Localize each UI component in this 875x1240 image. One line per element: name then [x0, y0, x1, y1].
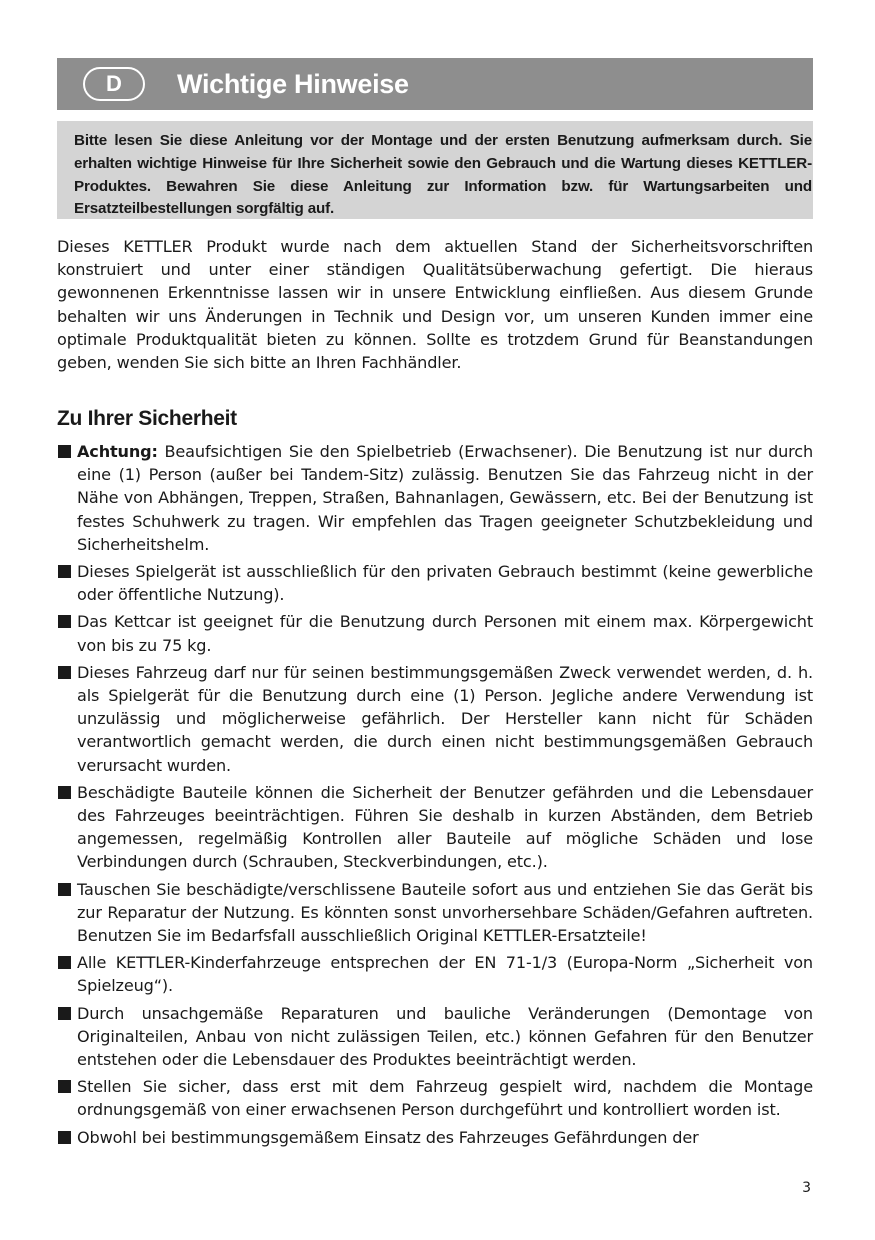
list-item-text: Dieses Fahrzeug darf nur für seinen bestimmungsgemäßen Zweck verwendet werden, d. h. als Spielgerät für die Benutzung durch eine (1) Person. Jegliche andere Verwendung ist unzulässig und möglicherweise gefährlich. Der Hersteller kann nicht für Schäden verantwortlich gemacht werden, die durch einen nicht bestimmungsgemäßen Gebrauch verursacht wurden.: [77, 662, 813, 775]
page-number: 3: [802, 1180, 811, 1196]
list-item: [57, 1126, 813, 1149]
intro-notice-box: [57, 121, 813, 219]
list-item: [57, 661, 813, 777]
list-item: [57, 1002, 813, 1072]
body-paragraph: Dieses KETTLER Produkt wurde nach dem aktuellen Stand der Sicherheitsvorschriften konstruiert und unter einer ständigen Qualitätsüberwachung gefertigt. Die hieraus gewonnenen Erkenntnisse lassen wir in unsere Entwicklung einfließen. Aus diesem Grunde behalten wir uns Änderungen in Technik und Design vor, um unseren Kunden immer eine optimale Produktqualität bieten zu können. Sollte es trotzdem Grund für Beanstandungen geben, wenden Sie sich bitte an Ihren Fachhändler.: [57, 237, 813, 373]
safety-section-title: Zu Ihrer Sicherheit: [57, 407, 237, 430]
list-item: [57, 951, 813, 997]
section-header: [57, 58, 813, 110]
list-item-text: Obwohl bei bestimmungsgemäßem Einsatz des Fahrzeuges Gefährdungen der: [77, 1127, 699, 1147]
square-bullet-icon: [58, 666, 71, 679]
list-item: [57, 1075, 813, 1121]
intro-notice-text: Bitte lesen Sie diese Anleitung vor der Montage und der ersten Benutzung aufmerksam durch. Sie erhalten wichtige Hinweise für Ihre Sicherheit sowie den Gebrauch und die Wartung dieses KETTLER-Produktes. Bewahren Sie diese Anleitung zur Information bzw. für Wartungsarbeiten und Ersatzteilbestellungen sorgfältig auf.: [74, 132, 812, 218]
square-bullet-icon: [58, 786, 71, 799]
list-item-text: Beaufsichtigen Sie den Spielbetrieb (Erwachsener). Die Benutzung ist nur durch eine (1) Person (außer bei Tandem-Sitz) zulässig. Benutzen Sie das Fahrzeug nicht in der Nähe von Abhängen, Treppen, Straßen, Bahnanlagen, Gewässern, etc. Bei der Benutzung ist festes Schuhwerk zu tragen. Wir empfehlen das Tragen geeigneter Schutzbekleidung und Sicherheitshelm.: [77, 442, 813, 554]
square-bullet-icon: [58, 1131, 71, 1144]
square-bullet-icon: [58, 1007, 71, 1020]
list-item: [57, 781, 813, 874]
warning-label: Achtung:: [77, 442, 158, 461]
safety-notes-list: [57, 440, 813, 1153]
list-item-text: Durch unsachgemäße Reparaturen und bauliche Veränderungen (Demontage von Originalteilen, Anbau von nicht zulässigen Teilen, etc.) können Gefahren für den Benutzer entstehen oder die Lebensdauer des Produktes beeinträchtigt werden.: [77, 1003, 813, 1070]
square-bullet-icon: [58, 445, 71, 458]
list-item: [57, 610, 813, 656]
square-bullet-icon: [58, 1080, 71, 1093]
list-item-text: Das Kettcar ist geeignet für die Benutzung durch Personen mit einem max. Körpergewicht von bis zu 75 kg.: [77, 612, 813, 655]
list-item-text: Dieses Spielgerät ist ausschließlich für den privaten Gebrauch bestimmt (keine gewerbliche oder öffentliche Nutzung).: [77, 562, 813, 605]
square-bullet-icon: [58, 615, 71, 628]
list-item: [57, 560, 813, 606]
page-title: Wichtige Hinweise: [177, 69, 409, 99]
square-bullet-icon: [58, 883, 71, 896]
square-bullet-icon: [58, 565, 71, 578]
list-item-text: Alle KETTLER-Kinderfahrzeuge entsprechen der EN 71-1/3 (Europa-Norm „Sicherheit von Spielzeug“).: [77, 953, 813, 996]
list-item-text: Beschädigte Bauteile können die Sicherheit der Benutzer gefährden und die Lebensdauer des Fahrzeuges beeinträchtigen. Führen Sie deshalb in kurzen Abständen, dem Betrieb angemessen, regelmäßig Kontrollen aller Bauteile auf mögliche Schäden und lose Verbindungen durch (Schrauben, Steckverbindungen, etc.).: [77, 782, 813, 872]
list-item-text: Stellen Sie sicher, dass erst mit dem Fahrzeug gespielt wird, nachdem die Montage ordnungsgemäß von einer erwachsenen Person durchgeführt und kontrolliert worden ist.: [77, 1077, 813, 1120]
list-item: [57, 878, 813, 948]
square-bullet-icon: [58, 956, 71, 969]
list-item: [57, 440, 813, 556]
language-badge: D: [83, 67, 145, 101]
list-item-text: Tauschen Sie beschädigte/verschlissene Bauteile sofort aus und entziehen Sie das Gerät bis zur Reparatur der Nutzung. Es könnten sonst unvorhersehbare Schäden/Gefahren auftreten. Benutzen Sie im Bedarfsfall ausschließlich Original KETTLER-Ersatzteile!: [77, 879, 813, 946]
